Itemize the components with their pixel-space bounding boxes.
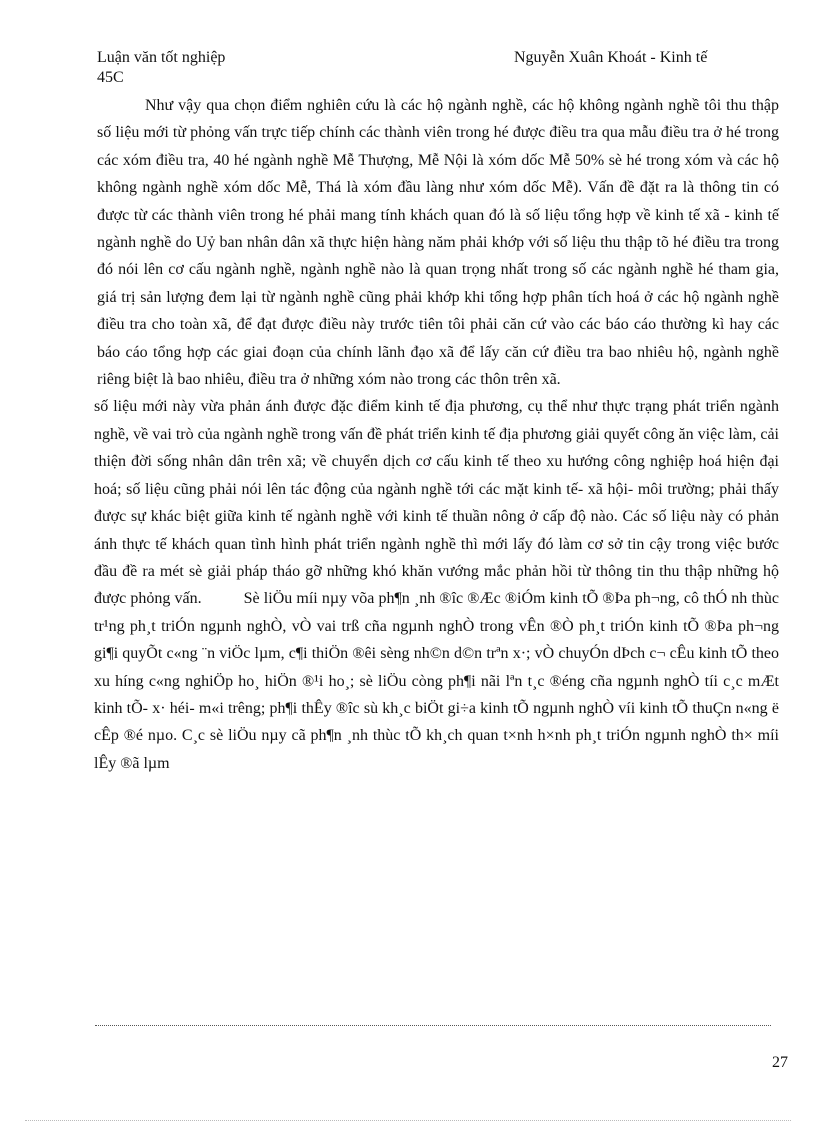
paragraph-1: Như vậy qua chọn điểm nghiên cứu là các hộ ngành nghề, các hộ không ngành nghề tôi thu thập số liệu mới từ phỏng vấn trực tiếp chính các thành viên trong hé được điều tra qua mẫu điều tra ở hé trong các xóm điều tra, 40 hé ngành nghề Mễ Thượng, Mễ Nội là xóm dốc Mễ 50% sè hé trong xóm và các hộ không ngành nghề xóm dốc Mễ, Thá là xóm đầu làng như xóm dốc Mễ). Vấn đề đặt ra là thông tin có được từ các thành viên trong hé phải mang tính khách quan đó là số liệu tổng hợp về kinh tế xã - kinh tế ngành nghề do Uỷ ban nhân dân xã thực hiện hàng năm phải khớp với số liệu thu thập tõ hé điều tra trong đó nói lên cơ cấu ngành nghề, ngành nghề nào là quan trọng nhất trong số các ngành nghề hé tham gia, giá trị sản lượng đem lại từ ngành nghề cũng phải khớp khi tổng hợp phân tích hoá ở các hộ ngành nghề điều tra cho toàn xã, để đạt được điều này trước tiên tôi phải căn cứ vào các báo cáo thường kì hay các báo cáo tổng hợp các giai đoạn của chính lãnh đạo xã để lấy căn cứ điều tra bao nhiêu hộ, ngành nghề riêng biệt là bao nhiêu, điều tra ở những xóm nào trong các thôn trên xã. xyxy=(97,97,779,389)
paragraph-2 xyxy=(94,393,779,777)
footer-divider xyxy=(95,1025,771,1026)
header-course: 45C xyxy=(97,69,124,86)
header-author: Nguyễn Xuân Khoát - Kinh tế xyxy=(514,49,708,66)
page-number: 27 xyxy=(772,1054,788,1071)
header-thesis-label: Luận văn tốt nghiệp xyxy=(97,49,226,66)
page-bottom-divider xyxy=(25,1120,791,1121)
paragraph-2-text: số liệu mới này vừa phản ánh được đặc điểm kinh tế địa phương, cụ thể như thực trạng phát triển ngành nghề, về vai trò của ngành nghề trong vấn đề phát triển kinh tế địa phương giải quyết công ăn việc làm, cải thiện đời sống nhân dân trên xã; về chuyển dịch cơ cấu kinh tế theo xu hướng công nghiệp hoá hiện đại hoá; số liệu cũng phải nói lên tác động của ngành nghề tới các mặt kinh tế- xã hội- môi trường; phải thấy được sự khác biệt giữa kinh tế ngành nghề với kinh tế thuần nông ở cấp độ nào. Các số liệu này có phản ánh thực tế khách quan tình hình phát triển ngành nghề thì mới lấy đó làm cơ sở tin cậy trong việc bước đầu đề ra mét sè giải pháp tháo gỡ những khó khăn vướng mắc phản hồi từ thông tin thu thập những hộ được phỏng vấn. xyxy=(94,398,779,608)
paragraph-2-garbled-text: Sè liÖu míi nµy võa ph¶n ¸nh ®îc ®Æc ®iÓm kinh tÕ ®Þa ph¬ng, cô thÓ nh thùc tr¹ng ph¸t triÓn ngµnh nghÒ, vÒ vai trß cña ngµnh nghÒ trong vÊn ®Ò ph¸t triÓn kinh tÕ ®Þa ph¬ng gi¶i quyÕt c«ng ¨n viÖc lµm, c¶i thiÖn ®êi sèng nh©n d©n trªn x·; vÒ chuyÓn dÞch c¬ cÊu kinh tÕ theo xu híng c«ng nghiÖp ho¸ hiÖn ®¹i ho¸; sè liÖu còng ph¶i nãi lªn t¸c ®éng cña ngµnh nghÒ tíi c¸c mÆt kinh tÕ- x· héi- m«i trêng; ph¶i thÊy ®îc sù kh¸c biÖt gi÷a kinh tÕ ngµnh nghÒ víi kinh tÕ thuÇn n«ng ë cÊp ®é nµo. C¸c sè liÖu nµy cã ph¶n ¸nh thùc tÕ kh¸ch quan t×nh h×nh ph¸t triÓn ngµnh nghÒ th× míi lÊy ®ã lµm xyxy=(94,590,779,772)
page-header xyxy=(97,48,767,98)
body-text xyxy=(94,92,779,777)
